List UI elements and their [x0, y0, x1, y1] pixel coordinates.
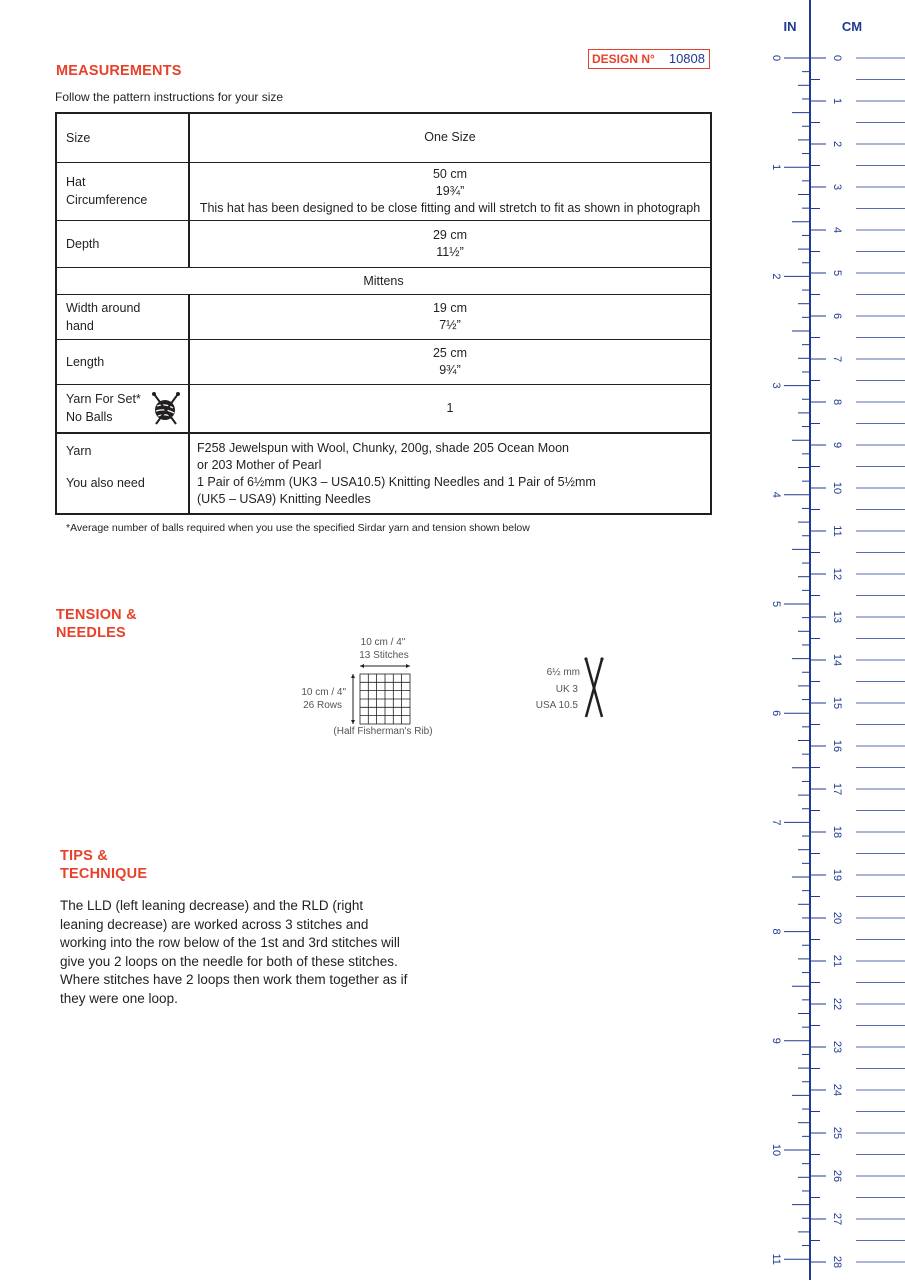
- tips-heading-line: TIPS &: [60, 848, 108, 864]
- ruler-inch-number: 7: [770, 819, 782, 826]
- ruler-inch-number: 6: [770, 710, 782, 717]
- ruler-cm-number: 12: [831, 567, 843, 581]
- ruler-cm-number: 15: [831, 696, 843, 710]
- yarn-set-label: [56, 384, 189, 433]
- ruler-cm-number: 24: [831, 1083, 843, 1097]
- tension-heading-line: TENSION &: [56, 607, 137, 623]
- ruler-inch-number: 9: [770, 1037, 782, 1044]
- intro-text: Follow the pattern instructions for your size: [55, 90, 284, 104]
- tips-heading-line: TECHNIQUE: [60, 866, 148, 882]
- needle-usa: USA 10.5: [535, 700, 578, 711]
- measurements-heading: MEASUREMENTS: [56, 63, 182, 79]
- table-row: [56, 339, 711, 384]
- width-in: 7½”: [439, 317, 461, 332]
- yarn-need-values: [189, 433, 711, 514]
- ruler-inch-number: 4: [770, 491, 782, 498]
- tension-diagram: [290, 636, 620, 746]
- size-value: One Size: [189, 113, 711, 162]
- ruler-cm-number: 22: [831, 997, 843, 1011]
- size-label: Size: [56, 113, 189, 162]
- ruler-cm-number: 25: [831, 1126, 843, 1140]
- yarn-need-labels: [56, 433, 189, 514]
- ruler-inch-number: 2: [770, 273, 782, 280]
- ruler-cm-number: 17: [831, 782, 843, 796]
- ruler-inch-number: 5: [770, 600, 782, 608]
- ruler-cm-number: 0: [831, 54, 843, 62]
- table-row: [56, 384, 711, 433]
- hat-in: 19¾”: [435, 183, 465, 198]
- ruler-cm-number: 14: [831, 653, 843, 667]
- ruler-cm-number: 3: [831, 183, 843, 191]
- ruler-cm-number: 13: [831, 610, 843, 624]
- yarn-set-label-line: Yarn For Set*: [66, 392, 141, 407]
- ruler-cm-number: 4: [831, 226, 843, 234]
- tension-stitches: 13 Stitches: [359, 650, 409, 661]
- ruler-inch-number: 8: [770, 928, 782, 935]
- ruler-inch-number: 0: [770, 54, 782, 62]
- ruler-cm-number: 10: [831, 481, 843, 495]
- ruler-graphic: [760, 0, 905, 1280]
- hat-cm: 50 cm: [432, 166, 468, 181]
- ruler-inch-number: 1: [770, 164, 782, 171]
- needle-mm: 6½ mm: [546, 667, 580, 678]
- footnote: *Average number of balls required when you use the specified Sirdar yarn and tension shown below: [66, 522, 530, 534]
- depth-cm: 29 cm: [432, 227, 468, 242]
- ruler-cm-number: 6: [831, 312, 843, 320]
- tension-heading-line: NEEDLES: [56, 625, 126, 641]
- depth-in: 11½”: [436, 244, 464, 259]
- depth-label: Depth: [56, 220, 189, 267]
- design-number-box: [588, 49, 710, 69]
- yarn-label: Yarn: [66, 444, 92, 458]
- hat-label: [56, 162, 189, 220]
- ruler-cm-number: 18: [831, 825, 843, 839]
- ruler-cm-label: CM: [841, 19, 863, 34]
- tips-heading: [60, 847, 147, 883]
- width-cm: 19 cm: [432, 300, 468, 315]
- tension-rows: 26 Rows: [303, 700, 342, 711]
- length-cm: 25 cm: [432, 345, 468, 360]
- ruler-cm-number: 26: [831, 1169, 843, 1183]
- ruler-cm-number: 9: [831, 441, 843, 449]
- ruler-cm-number: 7: [831, 355, 843, 363]
- yarn-set-value: 1: [189, 384, 711, 433]
- ruler: [760, 0, 905, 1280]
- hat-value: [189, 162, 711, 220]
- mittens-label: Mittens: [56, 267, 711, 294]
- needles-icon: [582, 657, 606, 721]
- ruler-cm-number: 1: [831, 97, 843, 105]
- design-label: DESIGN N°: [592, 52, 655, 66]
- hat-note: This hat has been designed to be close fitting and will stretch to fit as shown in photograph: [199, 200, 701, 215]
- tension-grid-icon: [348, 662, 418, 732]
- ruler-cm-number: 28: [831, 1255, 843, 1269]
- table-row: [56, 113, 711, 162]
- hat-label-line: Hat: [66, 175, 86, 189]
- length-in: 9¾”: [439, 362, 461, 377]
- ruler-cm-number: 11: [831, 525, 843, 537]
- also-need-label: You also need: [66, 476, 145, 490]
- tension-stitch-pattern: (Half Fisherman's Rib): [333, 726, 433, 737]
- design-number: 10808: [668, 51, 705, 66]
- ruler-cm-number: 20: [831, 911, 843, 925]
- table-row: [56, 433, 711, 514]
- ruler-cm-number: 23: [831, 1040, 843, 1054]
- depth-value: [189, 220, 711, 267]
- hat-label-line: Circumference: [66, 193, 148, 207]
- ruler-inch-number: 3: [770, 382, 782, 389]
- table-row: [56, 267, 711, 294]
- yarn-line: F258 Jewelspun with Wool, Chunky, 200g, shade 205 Ocean Moon: [197, 440, 569, 455]
- width-label: [56, 294, 189, 339]
- table-row: [56, 162, 711, 220]
- ruler-inch-number: 10: [770, 1143, 782, 1157]
- tips-body: The LLD (left leaning decrease) and the RLD (right leaning decrease) are worked across 3 stitches and working into the row below of the 1st and 3rd stitches will give you 2 loops on the needle for both of these stitches. Where stitches have 2 loops then work them together as if they were one loop.: [60, 898, 408, 1006]
- length-label: Length: [56, 339, 189, 384]
- ruler-cm-number: 21: [831, 954, 843, 968]
- ruler-inch-number: 11: [770, 1253, 782, 1265]
- length-value: [189, 339, 711, 384]
- measurements-table: [55, 112, 712, 515]
- ruler-cm-number: 2: [831, 140, 843, 148]
- tension-height-measure: 10 cm / 4": [301, 687, 346, 698]
- needle-uk: UK 3: [555, 684, 578, 695]
- table-row: [56, 294, 711, 339]
- ruler-cm-number: 8: [831, 398, 843, 406]
- ruler-cm-number: 27: [831, 1212, 843, 1226]
- width-value: [189, 294, 711, 339]
- yarn-ball-icon: [150, 390, 182, 426]
- yarn-set-label-line: No Balls: [66, 410, 113, 425]
- needles-line: (UK5 – USA9) Knitting Needles: [197, 491, 371, 506]
- needles-line: 1 Pair of 6½mm (UK3 – USA10.5) Knitting Needles and 1 Pair of 5½mm: [197, 474, 596, 489]
- yarn-line: or 203 Mother of Pearl: [197, 457, 322, 472]
- width-label-line: Width around: [66, 300, 141, 315]
- ruler-cm-number: 19: [831, 868, 843, 882]
- width-label-line: hand: [66, 318, 94, 333]
- ruler-cm-number: 5: [831, 269, 843, 277]
- tension-heading: [56, 606, 137, 642]
- tension-width-measure: 10 cm / 4": [360, 637, 406, 648]
- ruler-cm-number: 16: [831, 739, 843, 753]
- table-row: [56, 220, 711, 267]
- ruler-in-label: IN: [783, 19, 797, 34]
